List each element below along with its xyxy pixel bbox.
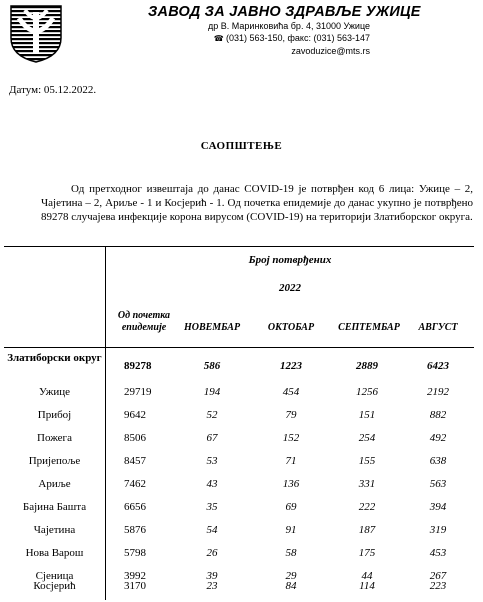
row-september: 1256	[356, 386, 378, 398]
announcement-paragraph: Од претходног извештаја до данас COVID-19 је потврђен код 6 лица: Ужице – 2, Чајетина – 2, Ариље - 1 и Косјерић - 1. Од почетка епидемије до данас укупно је потврђено 89278 случајева инфекције корона вирусом (COVID-19) на територији Златиборског округа.	[41, 183, 473, 223]
row-name: Чајетина	[33, 524, 76, 536]
row-august: 267	[429, 570, 447, 582]
row-november: 26	[206, 547, 218, 559]
row-total: 5876	[124, 524, 146, 536]
row-november: 586	[203, 360, 221, 372]
row-september: 187	[358, 524, 376, 536]
row-august: 223	[429, 580, 447, 592]
table-row	[4, 524, 483, 546]
row-october: 84	[285, 580, 297, 592]
email-line[interactable]: zavoduzice@mts.rs	[291, 46, 370, 56]
table-row	[4, 478, 483, 500]
row-october: 79	[285, 409, 297, 421]
row-october: 58	[285, 547, 297, 559]
column-header-october: ОКТОБАР	[267, 322, 315, 333]
row-total: 89278	[124, 360, 152, 372]
row-name: Бајина Башта	[22, 501, 87, 513]
row-august: 492	[429, 432, 447, 444]
row-september: 44	[361, 570, 373, 582]
cases-table	[4, 246, 483, 600]
row-november: 52	[206, 409, 218, 421]
row-september: 222	[358, 501, 376, 513]
group-header: Број потврђених	[248, 254, 332, 266]
row-total: 7462	[124, 478, 146, 490]
column-header-september: СЕПТЕМБАР	[338, 322, 400, 333]
table-row	[4, 455, 483, 477]
phone-text: (031) 563-150, факс: (031) 563-147	[225, 33, 370, 43]
row-september: 114	[359, 580, 375, 592]
row-september: 331	[358, 478, 376, 490]
row-november: 23	[206, 580, 218, 592]
column-header-november: НОВЕМБАР	[183, 322, 241, 333]
row-total: 5798	[124, 547, 146, 559]
table-top-line	[4, 246, 474, 247]
row-august: 394	[429, 501, 447, 513]
row-name: Пријепоље	[28, 455, 81, 467]
column-header-total: Од почетка епидемије	[117, 310, 171, 333]
table-row	[4, 432, 483, 454]
row-november: 54	[206, 524, 218, 536]
row-august: 319	[429, 524, 447, 536]
table-row	[4, 501, 483, 523]
row-name: Ужице	[38, 386, 71, 398]
row-august: 6423	[427, 360, 449, 372]
table-row	[4, 580, 483, 602]
header-separator	[4, 347, 474, 348]
column-header-august: АВГУСТ	[418, 322, 458, 333]
document-title: САОПШТЕЊЕ	[200, 140, 283, 152]
row-september: 155	[358, 455, 376, 467]
phone-line	[108, 32, 478, 45]
row-october: 91	[285, 524, 297, 536]
row-october: 69	[285, 501, 297, 513]
row-september: 254	[358, 432, 376, 444]
table-row	[4, 409, 483, 431]
row-september: 175	[358, 547, 376, 559]
row-name: Ариље	[38, 478, 71, 490]
row-total: 3992	[124, 570, 146, 582]
row-august: 2192	[427, 386, 449, 398]
row-total: 6656	[124, 501, 146, 513]
row-name: Златиборски округ	[7, 352, 102, 364]
phone-icon: ☎	[213, 34, 226, 43]
row-total: 3170	[124, 580, 146, 592]
row-november: 39	[206, 570, 218, 582]
row-september: 151	[358, 409, 376, 421]
row-october: 136	[282, 478, 300, 490]
table-row	[4, 352, 483, 374]
row-name: Нова Варош	[25, 547, 84, 559]
row-october: 71	[285, 455, 297, 467]
row-november: 194	[203, 386, 221, 398]
row-name: Пожега	[37, 432, 72, 444]
row-name: Прибој	[37, 409, 72, 421]
row-total: 8506	[124, 432, 146, 444]
row-august: 638	[429, 455, 447, 467]
row-total: 29719	[124, 386, 152, 398]
row-october: 1223	[280, 360, 302, 372]
row-october: 454	[282, 386, 300, 398]
year-header: 2022	[279, 282, 301, 294]
row-october: 29	[285, 570, 297, 582]
address-line: др В. Маринковића бр. 4, 31000 Ужице	[208, 21, 370, 31]
row-total: 9642	[124, 409, 146, 421]
document-date: Датум: 05.12.2022.	[9, 84, 97, 96]
row-august: 453	[429, 547, 447, 559]
row-november: 67	[206, 432, 218, 444]
row-november: 43	[206, 478, 218, 490]
row-november: 35	[206, 501, 218, 513]
table-row	[4, 386, 483, 408]
row-name: Косјерић	[33, 580, 76, 592]
row-october: 152	[282, 432, 300, 444]
letterhead	[108, 4, 478, 57]
row-august: 882	[429, 409, 447, 421]
row-september: 2889	[356, 360, 378, 372]
table-row	[4, 547, 483, 569]
organization-name: ЗАВОД ЗА ЈАВНО ЗДРАВЉЕ УЖИЦЕ	[148, 4, 421, 20]
row-november: 53	[206, 455, 218, 467]
row-total: 8457	[124, 455, 146, 467]
institute-logo	[9, 4, 63, 64]
row-name: Сјеница	[35, 570, 74, 582]
row-august: 563	[429, 478, 447, 490]
